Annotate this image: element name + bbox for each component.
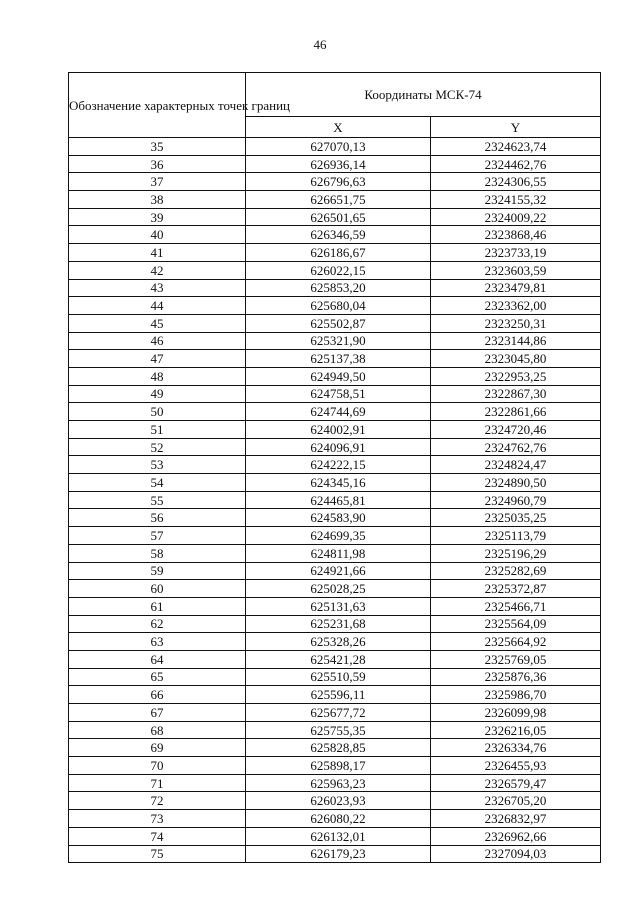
table-row — [69, 155, 601, 173]
cell-point: 66 — [69, 686, 246, 704]
cell-point: 56 — [69, 509, 246, 527]
cell-point: 42 — [69, 261, 246, 279]
cell-point: 61 — [69, 597, 246, 615]
cell-point: 60 — [69, 580, 246, 598]
table-row — [69, 721, 601, 739]
cell-point: 55 — [69, 491, 246, 509]
cell-point: 70 — [69, 757, 246, 775]
cell-x: 625510,59 — [246, 668, 431, 686]
cell-point: 38 — [69, 191, 246, 209]
table-row — [69, 173, 601, 191]
cell-y: 2324462,76 — [431, 155, 601, 173]
coordinates-table — [68, 72, 601, 863]
cell-point: 63 — [69, 633, 246, 651]
cell-point: 48 — [69, 367, 246, 385]
cell-y: 2326962,66 — [431, 827, 601, 845]
cell-y: 2323479,81 — [431, 279, 601, 297]
cell-y: 2325769,05 — [431, 650, 601, 668]
cell-point: 53 — [69, 456, 246, 474]
cell-x: 625421,28 — [246, 650, 431, 668]
cell-point: 72 — [69, 792, 246, 810]
cell-point: 58 — [69, 544, 246, 562]
cell-x: 624758,51 — [246, 385, 431, 403]
cell-x: 624921,66 — [246, 562, 431, 580]
cell-point: 69 — [69, 739, 246, 757]
cell-x: 624002,91 — [246, 421, 431, 439]
cell-y: 2326832,97 — [431, 810, 601, 828]
table-row — [69, 792, 601, 810]
table-row — [69, 332, 601, 350]
table-row — [69, 421, 601, 439]
table-row — [69, 314, 601, 332]
cell-y: 2325035,25 — [431, 509, 601, 527]
cell-x: 626179,23 — [246, 845, 431, 863]
table-row — [69, 226, 601, 244]
cell-x: 626346,59 — [246, 226, 431, 244]
cell-y: 2326099,98 — [431, 704, 601, 722]
header-coordinates-system: Координаты МСК-74 — [246, 73, 601, 117]
table-row — [69, 350, 601, 368]
cell-y: 2324824,47 — [431, 456, 601, 474]
cell-point: 73 — [69, 810, 246, 828]
table-row — [69, 474, 601, 492]
cell-y: 2325372,87 — [431, 580, 601, 598]
table-row — [69, 562, 601, 580]
table-row — [69, 367, 601, 385]
cell-y: 2323362,00 — [431, 297, 601, 315]
cell-x: 624744,69 — [246, 403, 431, 421]
cell-x: 624949,50 — [246, 367, 431, 385]
table-row — [69, 491, 601, 509]
cell-x: 625755,35 — [246, 721, 431, 739]
table-row — [69, 633, 601, 651]
cell-point: 74 — [69, 827, 246, 845]
cell-point: 47 — [69, 350, 246, 368]
cell-y: 2323868,46 — [431, 226, 601, 244]
table-row — [69, 261, 601, 279]
cell-point: 41 — [69, 244, 246, 262]
cell-x: 626186,67 — [246, 244, 431, 262]
cell-point: 59 — [69, 562, 246, 580]
cell-y: 2322861,66 — [431, 403, 601, 421]
cell-point: 35 — [69, 138, 246, 156]
table-row — [69, 138, 601, 156]
cell-point: 67 — [69, 704, 246, 722]
cell-y: 2324890,50 — [431, 474, 601, 492]
cell-x: 624583,90 — [246, 509, 431, 527]
cell-y: 2323250,31 — [431, 314, 601, 332]
cell-y: 2324623,74 — [431, 138, 601, 156]
cell-y: 2326334,76 — [431, 739, 601, 757]
cell-y: 2325466,71 — [431, 597, 601, 615]
cell-y: 2323045,80 — [431, 350, 601, 368]
cell-y: 2324960,79 — [431, 491, 601, 509]
table-row — [69, 544, 601, 562]
table-row — [69, 438, 601, 456]
cell-point: 36 — [69, 155, 246, 173]
table-body — [69, 138, 601, 863]
table-row — [69, 509, 601, 527]
cell-point: 46 — [69, 332, 246, 350]
cell-point: 40 — [69, 226, 246, 244]
cell-x: 625898,17 — [246, 757, 431, 775]
page-number: 46 — [313, 37, 327, 52]
cell-y: 2324306,55 — [431, 173, 601, 191]
cell-x: 626501,65 — [246, 208, 431, 226]
cell-y: 2323733,19 — [431, 244, 601, 262]
table-row — [69, 191, 601, 209]
cell-y: 2326579,47 — [431, 774, 601, 792]
cell-x: 625231,68 — [246, 615, 431, 633]
table-header — [69, 73, 601, 138]
cell-x: 625828,85 — [246, 739, 431, 757]
cell-point: 65 — [69, 668, 246, 686]
table-row — [69, 739, 601, 757]
cell-point: 51 — [69, 421, 246, 439]
cell-y: 2325664,92 — [431, 633, 601, 651]
cell-point: 54 — [69, 474, 246, 492]
cell-x: 624345,16 — [246, 474, 431, 492]
cell-x: 624699,35 — [246, 527, 431, 545]
cell-x: 626080,22 — [246, 810, 431, 828]
cell-x: 626023,93 — [246, 792, 431, 810]
table-row — [69, 757, 601, 775]
cell-point: 37 — [69, 173, 246, 191]
cell-x: 627070,13 — [246, 138, 431, 156]
cell-x: 624222,15 — [246, 456, 431, 474]
cell-point: 68 — [69, 721, 246, 739]
cell-point: 44 — [69, 297, 246, 315]
cell-x: 626936,14 — [246, 155, 431, 173]
table-row — [69, 845, 601, 863]
table-row — [69, 297, 601, 315]
cell-x: 626651,75 — [246, 191, 431, 209]
cell-y: 2324720,46 — [431, 421, 601, 439]
table-row — [69, 615, 601, 633]
cell-y: 2326455,93 — [431, 757, 601, 775]
cell-x: 625680,04 — [246, 297, 431, 315]
cell-point: 45 — [69, 314, 246, 332]
cell-y: 2322867,30 — [431, 385, 601, 403]
cell-y: 2323603,59 — [431, 261, 601, 279]
cell-point: 71 — [69, 774, 246, 792]
cell-x: 625596,11 — [246, 686, 431, 704]
table-row — [69, 244, 601, 262]
table-row — [69, 403, 601, 421]
cell-point: 75 — [69, 845, 246, 863]
cell-y: 2324762,76 — [431, 438, 601, 456]
header-point-designation: Обозначение характерных точек границ — [69, 73, 246, 138]
cell-x: 624811,98 — [246, 544, 431, 562]
table-row — [69, 668, 601, 686]
header-y: Y — [431, 117, 601, 138]
table-row — [69, 704, 601, 722]
cell-x: 625328,26 — [246, 633, 431, 651]
table-row — [69, 827, 601, 845]
table-row — [69, 650, 601, 668]
cell-point: 49 — [69, 385, 246, 403]
cell-y: 2325986,70 — [431, 686, 601, 704]
cell-x: 625131,63 — [246, 597, 431, 615]
cell-y: 2323144,86 — [431, 332, 601, 350]
cell-point: 52 — [69, 438, 246, 456]
table-row — [69, 810, 601, 828]
cell-x: 625137,38 — [246, 350, 431, 368]
cell-y: 2325196,29 — [431, 544, 601, 562]
cell-x: 625853,20 — [246, 279, 431, 297]
table-row — [69, 456, 601, 474]
table-row — [69, 385, 601, 403]
table-row — [69, 774, 601, 792]
table-row — [69, 580, 601, 598]
header-x: X — [246, 117, 431, 138]
cell-y: 2324009,22 — [431, 208, 601, 226]
cell-x: 626132,01 — [246, 827, 431, 845]
cell-y: 2326705,20 — [431, 792, 601, 810]
cell-y: 2325282,69 — [431, 562, 601, 580]
cell-x: 626796,63 — [246, 173, 431, 191]
table-row — [69, 208, 601, 226]
cell-y: 2325876,36 — [431, 668, 601, 686]
table-row — [69, 527, 601, 545]
cell-y: 2325564,09 — [431, 615, 601, 633]
cell-x: 624096,91 — [246, 438, 431, 456]
cell-x: 625677,72 — [246, 704, 431, 722]
cell-x: 624465,81 — [246, 491, 431, 509]
cell-point: 64 — [69, 650, 246, 668]
cell-point: 50 — [69, 403, 246, 421]
cell-x: 626022,15 — [246, 261, 431, 279]
cell-y: 2325113,79 — [431, 527, 601, 545]
cell-point: 39 — [69, 208, 246, 226]
cell-y: 2326216,05 — [431, 721, 601, 739]
cell-x: 625321,90 — [246, 332, 431, 350]
cell-x: 625502,87 — [246, 314, 431, 332]
cell-x: 625028,25 — [246, 580, 431, 598]
cell-y: 2322953,25 — [431, 367, 601, 385]
cell-point: 43 — [69, 279, 246, 297]
cell-point: 57 — [69, 527, 246, 545]
cell-x: 625963,23 — [246, 774, 431, 792]
table-row — [69, 597, 601, 615]
table-row — [69, 279, 601, 297]
table-row — [69, 686, 601, 704]
cell-point: 62 — [69, 615, 246, 633]
cell-y: 2324155,32 — [431, 191, 601, 209]
cell-y: 2327094,03 — [431, 845, 601, 863]
